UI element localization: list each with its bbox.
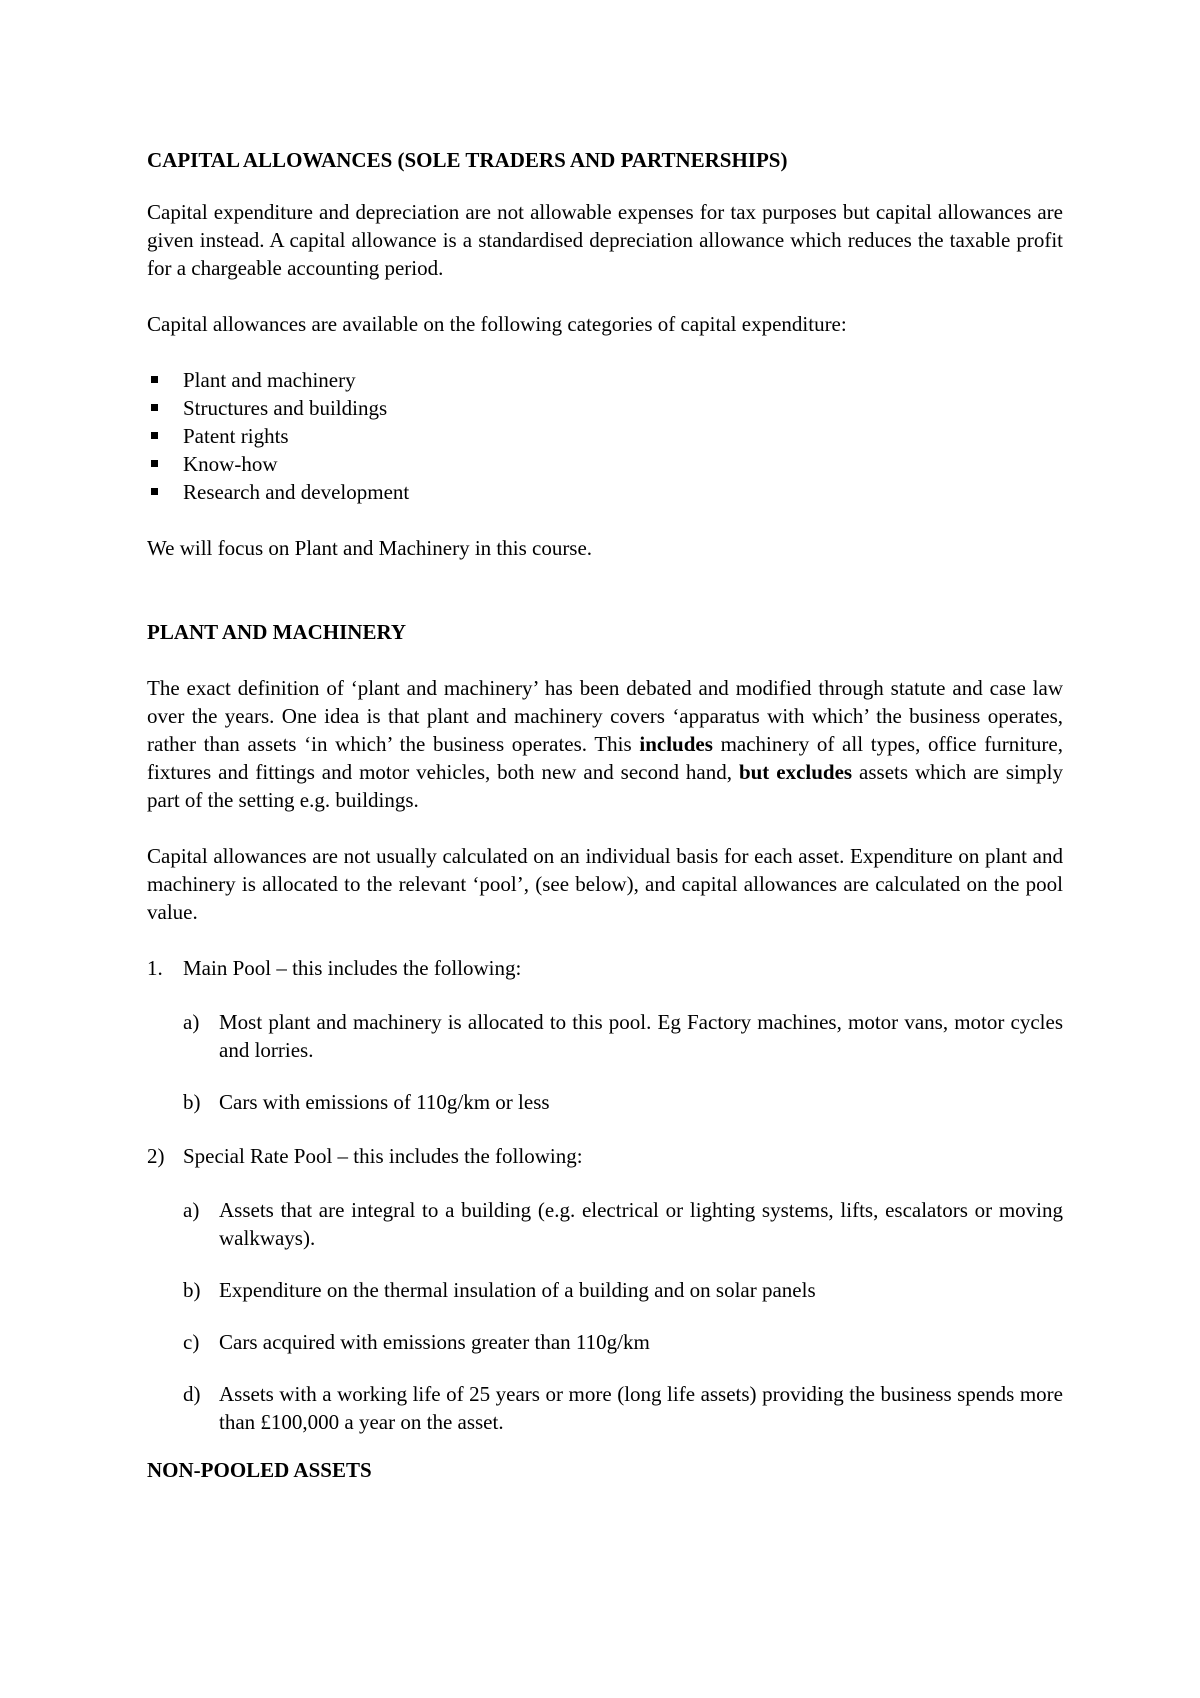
special-pool-subitem: b) Expenditure on the thermal insulation of a building and on solar panels <box>183 1278 816 1302</box>
special-pool-subitem: a) Assets that are integral to a building (e.g. electrical or lighting systems, lifts, escalators or moving walkways). <box>183 1198 1063 1250</box>
bullet-square-icon <box>151 404 158 411</box>
list-item: Patent rights <box>147 422 1063 450</box>
intro-paragraph: Capital expenditure and depreciation are not allowable expenses for tax purposes but capital allowances are given instead. A capital allowance is a standardised depreciation allowance which reduces the taxable profit for a chargeable accounting period. <box>147 200 1063 280</box>
categories-intro: Capital allowances are available on the following categories of capital expenditure: <box>147 312 847 336</box>
list-item: Plant and machinery <box>147 366 1063 394</box>
list-item: Structures and buildings <box>147 394 1063 422</box>
pool-paragraph: Capital allowances are not usually calculated on an individual basis for each asset. Expenditure on plant and machinery is allocated to the relevant ‘pool’, (see below), and capital allowances are calculated on the pool value. <box>147 844 1063 924</box>
main-pool-item: 1. Main Pool – this includes the following: <box>147 956 522 980</box>
list-item: Research and development <box>147 478 1063 506</box>
bullet-square-icon <box>151 460 158 467</box>
document-body <box>147 146 1063 1484</box>
bullet-square-icon <box>151 432 158 439</box>
bullet-square-icon <box>151 376 158 383</box>
document-title: CAPITAL ALLOWANCES (SOLE TRADERS AND PARTNERSHIPS) <box>147 148 788 172</box>
non-pooled-heading: NON-POOLED ASSETS <box>147 1458 372 1482</box>
special-pool-subitem: d) Assets with a working life of 25 years or more (long life assets) providing the business spends more than £100,000 a year on the asset. <box>183 1382 1063 1434</box>
definition-paragraph: The exact definition of ‘plant and machinery’ has been debated and modified through statute and case law over the years. One idea is that plant and machinery covers ‘apparatus with which’ the business operates, rather than assets ‘in which’ the business operates. This includes machinery of all types, office furniture, fixtures and fittings and motor vehicles, both new and second hand, but excludes assets which are simply part of the setting e.g. buildings. <box>147 676 1064 812</box>
main-pool-subitem: b) Cars with emissions of 110g/km or less <box>183 1090 550 1114</box>
bullet-square-icon <box>151 488 158 495</box>
special-pool-item: 2) Special Rate Pool – this includes the following: <box>147 1144 583 1168</box>
plant-machinery-heading: PLANT AND MACHINERY <box>147 620 407 644</box>
special-pool-subitem: c) Cars acquired with emissions greater than 110g/km <box>183 1330 650 1354</box>
categories-list <box>147 366 1063 506</box>
main-pool-subitem: a) Most plant and machinery is allocated to this pool. Eg Factory machines, motor vans, motor cycles and lorries. <box>183 1010 1063 1062</box>
list-item: Know-how <box>147 450 1063 478</box>
focus-statement: We will focus on Plant and Machinery in this course. <box>147 536 593 560</box>
